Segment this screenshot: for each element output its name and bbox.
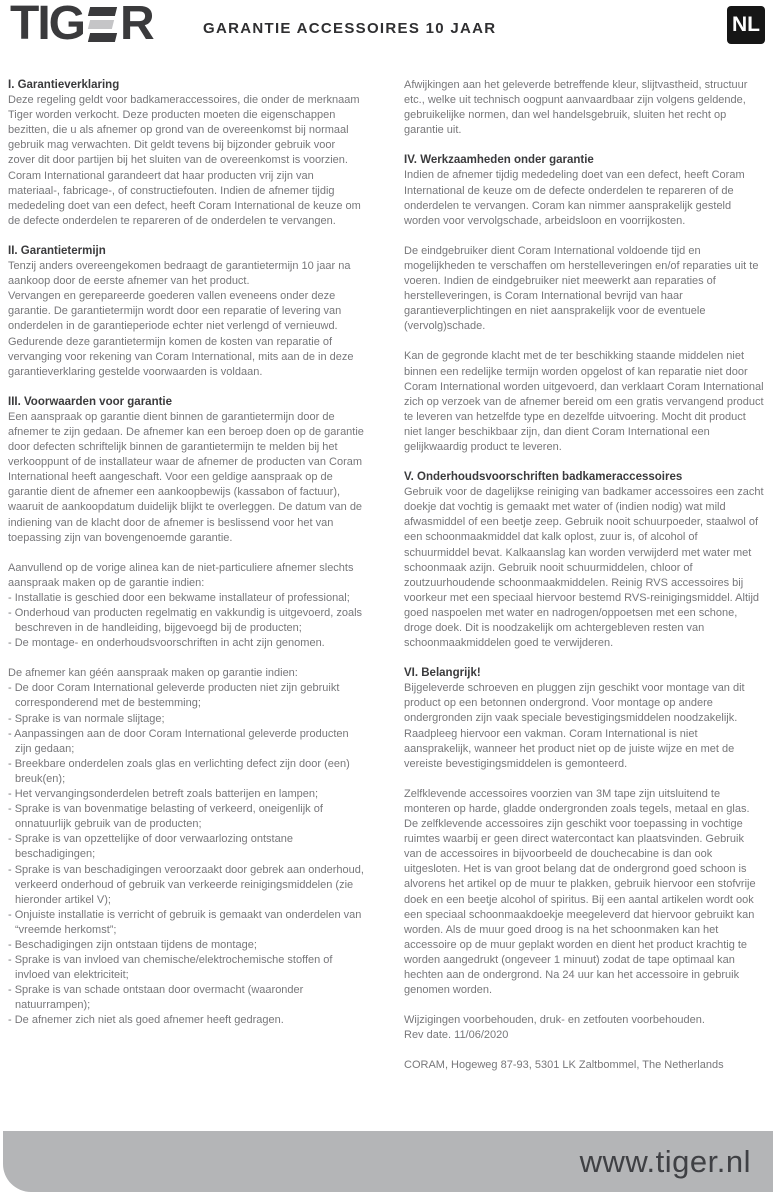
condition-list: [8, 681, 365, 1028]
list-item: - Onderhoud van producten regelmatig en vakkundig is uitgevoerd, zoals beschreven in de handleiding, bijgevoegd bij de producten;: [8, 607, 363, 635]
condition-list: [8, 591, 365, 651]
paragraph: Rev date. 11/06/2020: [404, 1029, 509, 1042]
paragraph: Aanvullend op de vorige alinea kan de niet-particuliere afnemer slechts aanspraak maken op de garantie indien:: [8, 561, 354, 589]
list-item: - De door Coram International geleverde producten niet zijn gebruikt corresponderend met de bestemming;: [8, 682, 340, 710]
list-item: - Beschadigingen zijn ontstaan tijdens de montage;: [8, 938, 257, 951]
website-url: www.tiger.nl: [579, 1143, 751, 1179]
paragraph: De eindgebruiker dient Coram International voldoende tijd en mogelijkheden te verschaffen om herstelleveringen en/of reparaties uit te voeren. Indien de eindgebruiker niet meewerkt aan reparaties of herstelleveringen, is Coram International bevrijd van haar garantieverplichtingen en niet aansprakelijk voor de eventuele (vervolg)schade.: [404, 244, 759, 333]
right-text-column: [404, 78, 764, 1073]
logo-text-prefix: TIG: [10, 0, 84, 50]
list-item: - De montage- en onderhoudsvoorschriften in acht zijn genomen.: [8, 637, 325, 650]
tiger-logo: [10, 0, 153, 50]
paragraph: Wijzigingen voorbehouden, druk- en zetfouten voorbehouden.: [404, 1014, 705, 1027]
list-item: - Sprake is van bovenmatige belasting of verkeerd, oneigenlijk of onnatuurlijk gebruik van de producten;: [8, 803, 323, 831]
logo-text-suffix: R: [120, 0, 153, 50]
list-item: - De afnemer zich niet als goed afnemer heeft gedragen.: [8, 1014, 284, 1027]
paragraph: Kan de gegronde klacht met de ter beschikking staande middelen niet binnen een redelijke termijn worden opgelost of kan reparatie niet door Coram International worden uitgevoerd, dan verklaart Coram International zich op verzoek van de afnemer bereid om een gratis vervangend product te leveren van hetzelfde type en dezelfde uitvoering. Mocht dit product niet langer beschikbaar zijn, dan dient Coram International een gelijkwaardig product te leveren.: [404, 350, 764, 453]
list-item: - Breekbare onderdelen zoals glas en verlichting defect zijn door (een) breuk(en);: [8, 757, 350, 785]
section-heading: II. Garantietermijn: [8, 244, 106, 257]
section-heading: V. Onderhoudsvoorschriften badkameraccessoires: [404, 471, 683, 484]
list-item: - Sprake is van beschadigingen veroorzaakt door gebrek aan onderhoud, verkeerd onderhoud of gebruik van verkeerde reinigingsmiddelen (zie hieronder artikel V);: [8, 863, 364, 906]
list-item: - Onjuiste installatie is verricht of gebruik is gemaakt van onderdelen van “vreemde herkomst”;: [8, 908, 362, 936]
logo-e-bar-bottom: [88, 33, 117, 42]
paragraph: Vervangen en gerepareerde goederen vallen eveneens onder deze garantie. De garantietermijn wordt door een reparatie of levering van onderdelen in de garantieperiode echter niet verlengd of vernieuwd.: [8, 290, 342, 333]
document-title: GARANTIE ACCESSOIRES 10 JAAR: [203, 20, 497, 37]
paragraph: Tenzij anders overeengekomen bedraagt de garantietermijn 10 jaar na aankoop door de eerste afnemer van het product.: [8, 260, 351, 288]
paragraph: Een aanspraak op garantie dient binnen de garantietermijn door de afnemer te zijn gedaan. De afnemer kan een beroep doen op de garantie door defecten schriftelijk binnen de garantietermijn te melden bij het verkooppunt of de installateur waar de afnemer de producten van Coram International heeft aangeschaft. Voor een geldige aanspraak op de garantie dient de afnemer een aankoopbewijs (kassabon of factuur), waaruit de aankoopdatum duidelijk blijkt te overleggen. De datum van de indiening van de klacht door de afnemer is beslissend voor het van toepassing zijn van bovengenoemde garantie.: [8, 410, 364, 544]
logo-stylized-e-icon: [89, 6, 116, 42]
list-item: - Het vervangingsonderdelen betreft zoals batterijen en lampen;: [8, 788, 319, 801]
list-item: - Sprake is van opzettelijke of door verwaarlozing ontstane beschadigingen;: [8, 833, 293, 861]
list-item: - Aanpassingen aan de door Coram International geleverde producten zijn gedaan;: [8, 727, 349, 755]
logo-e-bar-top: [88, 7, 117, 16]
paragraph: Afwijkingen aan het geleverde betreffende kleur, slijtvastheid, structuur etc., welke uit technisch oogpunt aanvaardbaar zijn volgens geldende, gebruikelijke normen, dan wel handelsgebruik, sluiten het recht op garantie uit.: [404, 79, 748, 137]
section-heading: I. Garantieverklaring: [8, 79, 120, 91]
section-heading: III. Voorwaarden voor garantie: [8, 395, 173, 408]
paragraph: Zelfklevende accessoires voorzien van 3M tape zijn uitsluitend te monteren op harde, gladde ondergronden zoals tegels, metaal en glas. De zelfklevende accessoires zijn geschikt voor toepassing in vochtige ruimtes waarbij er geen direct watercontact kan plaatsvinden. Gebruik van de accessoires in bijvoorbeeld de douchecabine is dan ook uitgesloten. Het is van groot belang dat de ondergrond goed schoon is alvorens het artikel op de muur te plakken, gebruik hiervoor een stofvrije doek en een beetje alcohol of spiritus. Bij een aantal artikelen wordt ook een speciaal schoonmaakdoekje meegeleverd dat hiervoor gebruikt kan worden. Als de muur goed droog is na het schoonmaken kan het accessoire op de muur geplakt worden en dient het product krachtig te worden aangedrukt (ongeveer 1 minuut) zodat de tape optimaal kan hechten aan de ondergrond. Na 24 uur kan het accessoire in gebruik genomen worden.: [404, 787, 756, 997]
section-heading: VI. Belangrijk!: [404, 667, 481, 680]
paragraph: Indien de afnemer tijdig mededeling doet van een defect, heeft Coram International de keuze om de defecte onderdelen te repareren of de onderdelen te vervangen. Coram kan nimmer aansprakelijk gesteld worden voor vervolgschade, arbeidsloon en voorrijkosten.: [404, 169, 745, 227]
paragraph: Bijgeleverde schroeven en pluggen zijn geschikt voor montage van dit product op een betonnen ondergrond. Voor montage op andere ondergronden zijn vaak speciale bevestigingsmiddelen noodzakelijk. Raadpleeg hiervoor een vakman. Coram International is niet aansprakelijk, wanneer het product niet op de juiste wijze en met de vereiste bevestigingsmiddelen is gemonteerd.: [404, 682, 745, 770]
left-text-column: [8, 78, 365, 1029]
paragraph: Gedurende deze garantietermijn komen de kosten van reparatie of vervanging voor rekening van Coram International, mits aan de in deze garantieverklaring gestelde voorwaarden is voldaan.: [8, 335, 354, 378]
section-heading: IV. Werkzaamheden onder garantie: [404, 154, 594, 167]
list-item: - Sprake is van schade ontstaan door overmacht (waaronder natuurrampen);: [8, 984, 304, 1012]
paragraph: De afnemer kan géén aanspraak maken op garantie indien:: [8, 667, 298, 680]
paragraph: CORAM, Hogeweg 87-93, 5301 LK Zaltbommel, The Netherlands: [404, 1059, 724, 1072]
logo-e-bar-middle: [88, 20, 114, 29]
list-item: - Sprake is van invloed van chemische/elektrochemische stoffen of invloed van elektriciteit;: [8, 954, 333, 982]
footer-bar: [3, 1131, 773, 1192]
paragraph: Deze regeling geldt voor badkameraccessoires, die onder de merknaam Tiger worden verkocht. Deze producten moeten die eigenschappen bezitten, die u als afnemer op grond van de overeenkomst bij normaal gebruik mag verwachten. Dit geldt tevens bij bijzonder gebruik voor zover dit door partijen bij het sluiten van de overeenkomst is voorzien. Coram International garandeert dat haar producten vrij zijn van materiaal-, fabricage-, of constructiefouten. Indien de afnemer tijdig mededeling doet van een defect, heeft Coram International de keuze om de defecte onderdelen te repareren of de onderdelen te vervangen.: [8, 94, 361, 227]
country-badge: NL: [727, 6, 765, 44]
list-item: - Installatie is geschied door een bekwame installateur of professional;: [8, 591, 350, 604]
list-item: - Sprake is van normale slijtage;: [8, 712, 165, 725]
paragraph: Gebruik voor de dagelijkse reiniging van badkamer accessoires een zacht doekje dat vochtig is gemaakt met water of (indien nodig) wat mild afwasmiddel of een beetje zeep. Gebruik nooit schuurpoeder, staalwol of een schoonmaakmiddel dat kalk oplost, zuur is, of alcohol of schuurmiddel bevat. Kalkaanslag kan worden verwijderd met water met schoonmaak azijn. Gebruik nooit schuurmiddelen, chloor of zoutzuurhoudende schoonmaakmiddelen. Reinig RVS accessoires bij voorkeur met een speciaal hiervoor bestemd RVS-reinigingsmiddel. Altijd goed naspoelen met water en nadrogen/oppoetsen met een schone, droge doek. Dit is noodzakelijk om achtergebleven resten van schoonmaakmiddelen goed te verwijderen.: [404, 486, 764, 650]
